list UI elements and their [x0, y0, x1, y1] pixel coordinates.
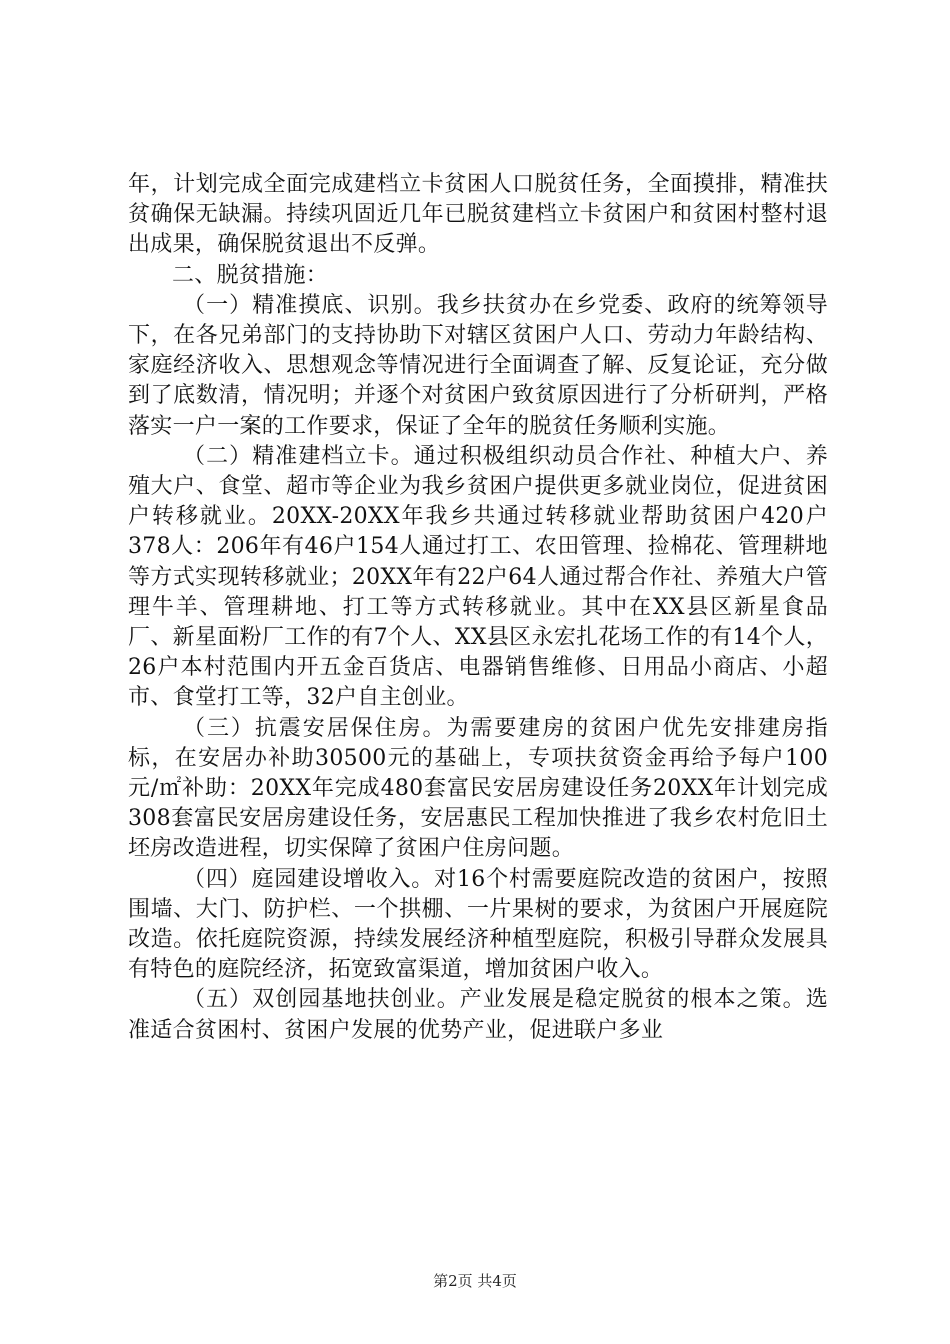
paragraph-item-3: （三）抗震安居保住房。为需要建房的贫困户优先安排建房指标，在安居办补助30500元的基础上，专项扶贫资金再给予每户100元/㎡补助：20XX年完成480套富民安居房建设任务20XX年计划完成308套富民安居房建设任务，安居惠民工程加快推进了我乡农村危旧土坯房改造进程，切实保障了贫困户住房问题。 [128, 715, 828, 862]
paragraph-continuation: 年，计划完成全面完成建档立卡贫困人口脱贫任务，全面摸排，精准扶贫确保无缺漏。持续巩固近几年已脱贫建档立卡贫困户和贫困村整村退出成果，确保脱贫退出不反弹。 [128, 172, 828, 258]
page-number-footer: 第2页 共4页 [433, 1272, 517, 1290]
document-body [128, 170, 828, 1046]
paragraph-item-4: （四）庭园建设增收入。对16个村需要庭院改造的贫困户，按照围墙、大门、防护栏、一个拱棚、一片果树的要求，为贫困户开展庭院改造。依托庭院资源，持续发展经济种植型庭院，积极引导群众发展具有特色的庭院经济，拓宽致富渠道，增加贫困户收入。 [128, 866, 828, 983]
paragraph-item-1: （一）精准摸底、识别。我乡扶贫办在乡党委、政府的统筹领导下，在各兄弟部门的支持协助下对辖区贫困户人口、劳动力年龄结构、家庭经济收入、思想观念等情况进行全面调查了解、反复论证，充分做到了底数清，情况明；并逐个对贫困户致贫原因进行了分析研判，严格落实一户一案的工作要求，保证了全年的脱贫任务顺利实施。 [128, 292, 828, 439]
paragraph-item-2: （二）精准建档立卡。通过积极组织动员合作社、种植大户、养殖大户、食堂、超市等企业为我乡贫困户提供更多就业岗位，促进贫困户转移就业。20XX-20XX年我乡共通过转移就业帮助贫困户420户378人：206年有46户154人通过打工、农田管理、捡棉花、管理耕地等方式实现转移就业；20XX年有22户64人通过帮合作社、养殖大户管理牛羊、管理耕地、打工等方式转移就业。其中在XX县区新星食品厂、新星面粉厂工作的有7个人、XX县区永宏扎花场工作的有14个人，26户本村范围内开五金百货店、电器销售维修、日用品小商店、小超市、食堂打工等，32户自主创业。 [128, 443, 828, 711]
section-heading-measures: 二、脱贫措施： [172, 262, 329, 288]
paragraph-item-5: （五）双创园基地扶创业。产业发展是稳定脱贫的根本之策。选准适合贫困村、贫困户发展的优势产业，促进联户多业 [128, 987, 828, 1043]
